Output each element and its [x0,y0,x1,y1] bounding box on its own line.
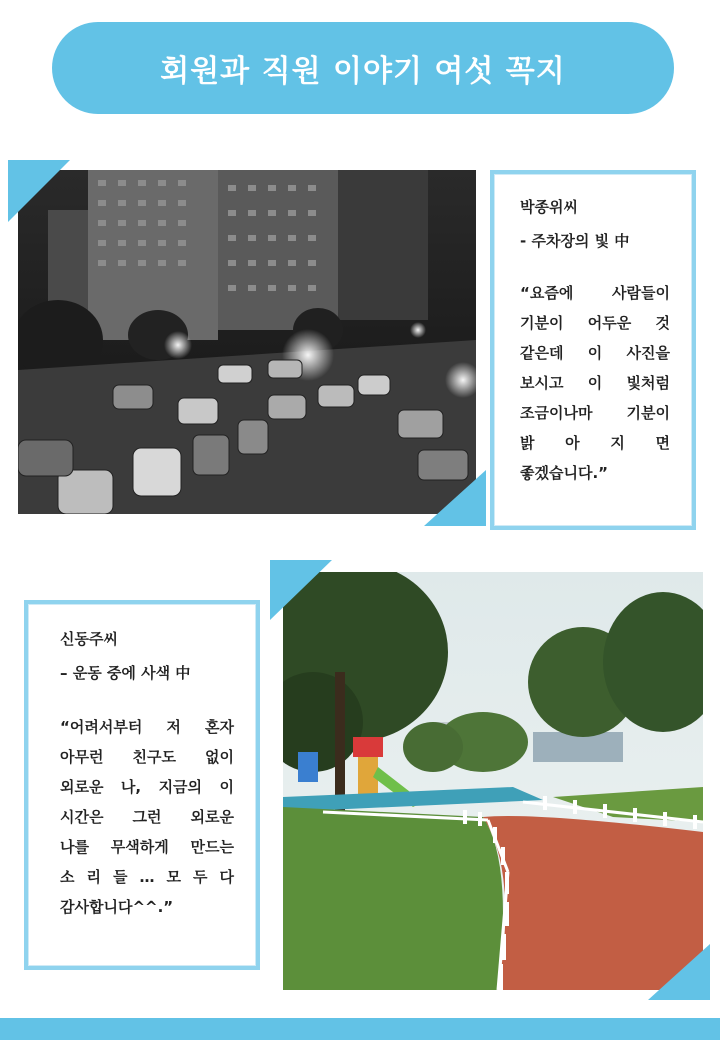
story-name: 박종위씨 [520,198,578,216]
corner-triangle-top-left [8,160,70,222]
story-subtitle: – 운동 중에 사색 中 [60,664,191,682]
story-subtitle: - 주차장의 빛 中 [520,232,630,250]
title-banner [52,22,674,114]
story-name: 신동주씨 [60,630,118,648]
page-title: 회원과 직원 이야기 여섯 꼭지 [160,54,566,89]
story-quote: “어려서부터 저 혼자 아무런 친구도 없이 외로운 나, 지금의 이 시간은 그런 외로운 나를 무색하게 만드는 소 리 들 … 모 두 다 감사합니다^^.” [60,718,234,916]
corner-triangle-bottom-right [424,470,486,526]
corner-triangle-bottom-right [648,944,710,1000]
corner-triangle-top-left [270,560,332,620]
story-quote: “요즘에 사람들이 기분이 어두운 것 같은데 이 사진을 보시고 이 빛처럼 조금이나마 기분이 밝 아 지 면 좋겠습니다.” [520,284,670,482]
story-card-1 [490,170,696,530]
footer-bar [0,1018,720,1040]
park-path-photo [283,572,703,990]
story-card-2 [24,600,260,970]
parking-lot-night-photo [18,170,476,514]
